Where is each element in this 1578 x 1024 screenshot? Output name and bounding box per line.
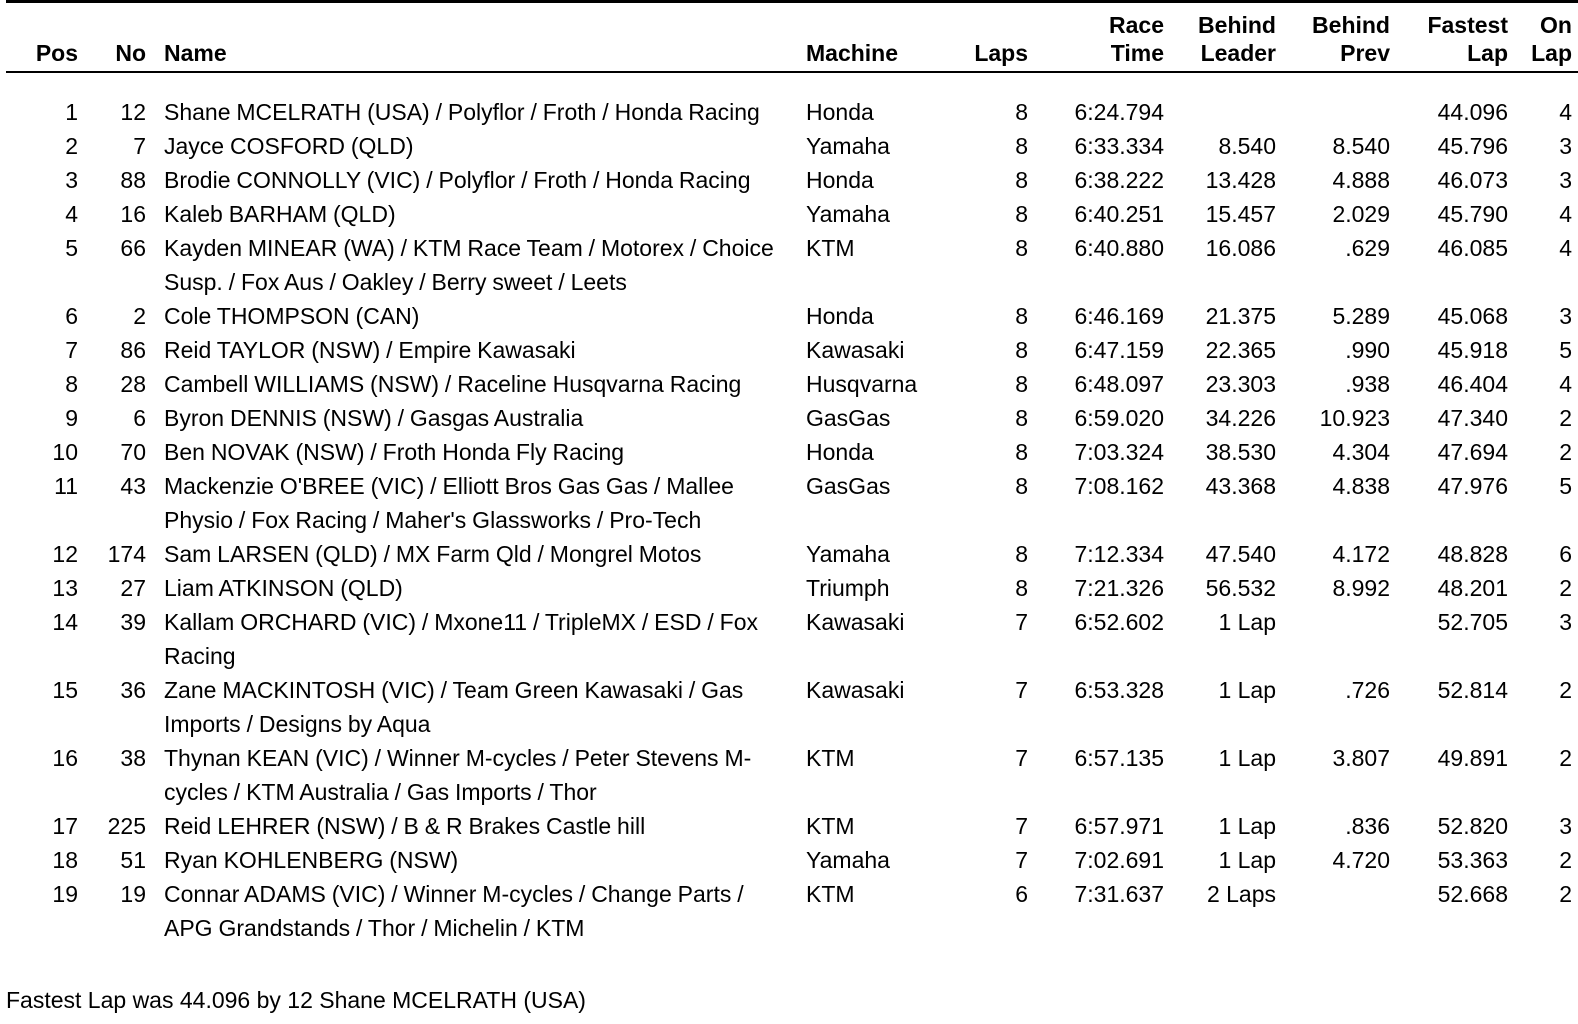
- cell-race-time: 6:48.097: [1074, 371, 1164, 397]
- cell-pos: 7: [65, 337, 78, 363]
- cell-pos: 10: [52, 439, 78, 465]
- cell-no: 28: [120, 371, 146, 397]
- cell-race-time: 6:24.794: [1074, 99, 1164, 125]
- column-header-no-label: No: [115, 39, 146, 66]
- cell-on-lap: 2: [1559, 439, 1572, 465]
- cell-race-time: 7:08.162: [1074, 473, 1164, 499]
- column-header-laps-label: Laps: [974, 39, 1028, 66]
- cell-behind-leader: 21.375: [1205, 303, 1276, 329]
- cell-race-time: 7:21.326: [1074, 575, 1164, 601]
- table-row: [6, 367, 1578, 401]
- cell-no: 7: [133, 133, 146, 159]
- column-header-race-time-label: Time: [1110, 39, 1164, 66]
- cell-pos: 19: [52, 881, 78, 907]
- cell-no: 39: [120, 609, 146, 635]
- column-header-race-time: [1044, 2, 1168, 73]
- cell-race-time: 6:46.169: [1074, 303, 1164, 329]
- cell-name: Jayce COSFORD (QLD): [164, 133, 414, 159]
- cell-race-time: 6:33.334: [1074, 133, 1164, 159]
- cell-no: 66: [120, 235, 146, 261]
- cell-laps: 8: [1015, 133, 1028, 159]
- cell-name: Ben NOVAK (NSW) / Froth Honda Fly Racing: [164, 439, 625, 465]
- cell-on-lap: 4: [1559, 201, 1572, 227]
- table-row: [6, 809, 1578, 843]
- cell-pos: 6: [65, 303, 78, 329]
- cell-behind-prev: 2.029: [1332, 201, 1390, 227]
- header-spacer: [6, 72, 1578, 95]
- cell-laps: 8: [1015, 473, 1028, 499]
- cell-behind-prev: 4.172: [1332, 541, 1390, 567]
- cell-machine: Kawasaki: [806, 609, 905, 635]
- cell-laps: 7: [1015, 745, 1028, 771]
- cell-behind-leader: 38.530: [1205, 439, 1276, 465]
- cell-pos: 4: [65, 201, 78, 227]
- table-row: [6, 231, 1578, 299]
- cell-name: Cole THOMPSON (CAN): [164, 303, 420, 329]
- cell-no: 51: [120, 847, 146, 873]
- column-header-race-time-top: Race: [1109, 11, 1164, 38]
- cell-fastest-lap: 45.790: [1437, 201, 1508, 227]
- cell-behind-prev: [1282, 605, 1398, 673]
- cell-laps: 7: [1015, 677, 1028, 703]
- cell-laps: 7: [1015, 813, 1028, 839]
- cell-name: Reid LEHRER (NSW) / B & R Brakes Castle hill: [164, 813, 646, 839]
- cell-no: 225: [107, 813, 146, 839]
- cell-on-lap: 4: [1559, 99, 1572, 125]
- cell-on-lap: 3: [1559, 167, 1572, 193]
- cell-name: Shane MCELRATH (USA) / Polyflor / Froth / Honda Racing: [164, 99, 760, 125]
- cell-pos: 11: [54, 473, 78, 499]
- column-header-behind-leader: [1168, 2, 1282, 73]
- cell-machine: Honda: [806, 439, 874, 465]
- cell-behind-leader: 1 Lap: [1218, 847, 1276, 873]
- cell-name: Mackenzie O'BREE (VIC) / Elliott Bros Gas Gas / Mallee Physio / Fox Racing / Maher's Glassworks / Pro-Tech: [164, 473, 734, 533]
- cell-pos: 8: [65, 371, 78, 397]
- cell-pos: 16: [52, 745, 78, 771]
- table-row: [6, 401, 1578, 435]
- column-header-on-lap-top: On: [1540, 11, 1572, 38]
- cell-machine: KTM: [806, 745, 855, 771]
- cell-laps: 8: [1015, 371, 1028, 397]
- cell-machine: Kawasaki: [806, 677, 905, 703]
- cell-no: 174: [107, 541, 146, 567]
- cell-no: 12: [120, 99, 146, 125]
- cell-race-time: 7:03.324: [1074, 439, 1164, 465]
- cell-race-time: 6:57.971: [1074, 813, 1164, 839]
- cell-behind-leader: 8.540: [1218, 133, 1276, 159]
- cell-pos: 13: [52, 575, 78, 601]
- cell-no: 6: [133, 405, 146, 431]
- cell-no: 2: [133, 303, 146, 329]
- cell-laps: 8: [1015, 235, 1028, 261]
- cell-name: Cambell WILLIAMS (NSW) / Raceline Husqvarna Racing: [164, 371, 742, 397]
- column-header-fastest-lap-top: Fastest: [1427, 11, 1508, 38]
- cell-pos: 2: [65, 133, 78, 159]
- cell-behind-leader: [1168, 95, 1282, 129]
- cell-fastest-lap: 45.796: [1437, 133, 1508, 159]
- cell-fastest-lap: 45.068: [1437, 303, 1508, 329]
- cell-name: Sam LARSEN (QLD) / MX Farm Qld / Mongrel Motos: [164, 541, 702, 567]
- cell-no: 16: [120, 201, 146, 227]
- cell-fastest-lap: 53.363: [1437, 847, 1508, 873]
- cell-machine: Honda: [806, 99, 874, 125]
- cell-laps: 8: [1015, 439, 1028, 465]
- table-row: [6, 605, 1578, 673]
- header-spacer-cell: [6, 72, 1578, 95]
- cell-fastest-lap: 46.404: [1437, 371, 1508, 397]
- cell-on-lap: 3: [1559, 133, 1572, 159]
- cell-behind-prev: .990: [1345, 337, 1390, 363]
- cell-behind-leader: 47.540: [1205, 541, 1276, 567]
- cell-behind-leader: 1 Lap: [1218, 813, 1276, 839]
- cell-behind-leader: 56.532: [1205, 575, 1276, 601]
- column-header-behind-leader-top: Behind: [1198, 11, 1276, 38]
- column-header-fastest-lap: [1398, 2, 1516, 73]
- cell-name: Ryan KOHLENBERG (NSW): [164, 847, 459, 873]
- cell-machine: GasGas: [806, 473, 891, 499]
- table-body: [6, 72, 1578, 945]
- cell-race-time: 6:40.880: [1074, 235, 1164, 261]
- cell-fastest-lap: 44.096: [1437, 99, 1508, 125]
- cell-machine: Yamaha: [806, 541, 890, 567]
- column-header-pos-label: Pos: [35, 39, 78, 66]
- column-header-pos: [6, 2, 84, 73]
- cell-behind-leader: 1 Lap: [1218, 609, 1276, 635]
- race-results-table: [6, 0, 1578, 945]
- column-header-on-lap: [1516, 2, 1578, 73]
- cell-name: Kayden MINEAR (WA) / KTM Race Team / Motorex / Choice Susp. / Fox Aus / Oakley / Berry sweet / Leets: [164, 235, 774, 295]
- cell-laps: 8: [1015, 167, 1028, 193]
- cell-fastest-lap: 52.668: [1437, 881, 1508, 907]
- column-header-no: [84, 2, 156, 73]
- cell-fastest-lap: 52.814: [1437, 677, 1508, 703]
- cell-behind-leader: 15.457: [1205, 201, 1276, 227]
- cell-behind-leader: 2 Laps: [1206, 881, 1276, 907]
- table-row: [6, 469, 1578, 537]
- cell-behind-prev: 4.720: [1332, 847, 1390, 873]
- cell-name: Reid TAYLOR (NSW) / Empire Kawasaki: [164, 337, 576, 363]
- cell-on-lap: 2: [1559, 405, 1572, 431]
- cell-on-lap: 2: [1559, 575, 1572, 601]
- cell-name: Connar ADAMS (VIC) / Winner M-cycles / Change Parts / APG Grandstands / Thor / Michelin / KTM: [164, 881, 744, 941]
- cell-machine: Honda: [806, 167, 874, 193]
- cell-fastest-lap: 49.891: [1437, 745, 1508, 771]
- cell-on-lap: 4: [1559, 371, 1572, 397]
- cell-behind-prev: .938: [1345, 371, 1390, 397]
- cell-race-time: 7:02.691: [1074, 847, 1164, 873]
- cell-machine: Kawasaki: [806, 337, 905, 363]
- cell-behind-prev: 3.807: [1332, 745, 1390, 771]
- cell-behind-leader: 1 Lap: [1218, 677, 1276, 703]
- cell-on-lap: 5: [1559, 337, 1572, 363]
- cell-pos: 5: [65, 235, 78, 261]
- column-header-name: [156, 2, 796, 73]
- cell-machine: KTM: [806, 813, 855, 839]
- column-header-laps: [944, 2, 1044, 73]
- cell-no: 36: [120, 677, 146, 703]
- column-header-behind-prev: [1282, 2, 1398, 73]
- column-header-machine-label: Machine: [806, 39, 899, 66]
- cell-behind-prev: 10.923: [1319, 405, 1390, 431]
- cell-name: Liam ATKINSON (QLD): [164, 575, 403, 601]
- cell-pos: 9: [65, 405, 78, 431]
- cell-on-lap: 3: [1559, 609, 1572, 635]
- header-row: [6, 2, 1578, 73]
- cell-machine: Yamaha: [806, 201, 890, 227]
- column-header-behind-prev-top: Behind: [1312, 11, 1390, 38]
- cell-machine: GasGas: [806, 405, 891, 431]
- cell-behind-leader: 34.226: [1205, 405, 1276, 431]
- table-row: [6, 163, 1578, 197]
- cell-behind-leader: 16.086: [1205, 235, 1276, 261]
- cell-on-lap: 2: [1559, 745, 1572, 771]
- cell-laps: 8: [1015, 201, 1028, 227]
- cell-laps: 7: [1015, 847, 1028, 873]
- cell-fastest-lap: 47.340: [1437, 405, 1508, 431]
- cell-fastest-lap: 47.694: [1437, 439, 1508, 465]
- cell-race-time: 6:38.222: [1074, 167, 1164, 193]
- cell-behind-prev: 8.540: [1332, 133, 1390, 159]
- column-header-machine: [796, 2, 944, 73]
- cell-fastest-lap: 52.705: [1437, 609, 1508, 635]
- table-row: [6, 95, 1578, 129]
- cell-no: 70: [120, 439, 146, 465]
- cell-machine: KTM: [806, 235, 855, 261]
- column-header-behind-prev-label: Prev: [1340, 39, 1390, 66]
- cell-laps: 8: [1015, 541, 1028, 567]
- column-header-behind-leader-label: Leader: [1200, 39, 1276, 66]
- cell-pos: 1: [65, 99, 78, 125]
- cell-behind-prev: .726: [1345, 677, 1390, 703]
- cell-pos: 3: [65, 167, 78, 193]
- cell-laps: 7: [1015, 609, 1028, 635]
- cell-behind-prev: [1282, 877, 1398, 945]
- cell-no: 86: [120, 337, 146, 363]
- cell-fastest-lap: 46.085: [1437, 235, 1508, 261]
- column-header-name-label: Name: [164, 39, 227, 66]
- cell-on-lap: 2: [1559, 677, 1572, 703]
- cell-machine: Husqvarna: [806, 371, 918, 397]
- table-row: [6, 197, 1578, 231]
- cell-name: Kallam ORCHARD (VIC) / Mxone11 / TripleMX / ESD / Fox Racing: [164, 609, 758, 669]
- cell-machine: Triumph: [806, 575, 890, 601]
- column-header-on-lap-label: Lap: [1531, 39, 1572, 66]
- cell-no: 38: [120, 745, 146, 771]
- cell-behind-prev: 4.838: [1332, 473, 1390, 499]
- cell-behind-leader: 22.365: [1205, 337, 1276, 363]
- cell-name: Kaleb BARHAM (QLD): [164, 201, 396, 227]
- cell-behind-leader: 13.428: [1205, 167, 1276, 193]
- cell-behind-leader: 23.303: [1205, 371, 1276, 397]
- cell-no: 27: [120, 575, 146, 601]
- cell-laps: 8: [1015, 303, 1028, 329]
- cell-name: Byron DENNIS (NSW) / Gasgas Australia: [164, 405, 584, 431]
- cell-on-lap: 4: [1559, 235, 1572, 261]
- cell-on-lap: 6: [1559, 541, 1572, 567]
- cell-behind-prev: .629: [1345, 235, 1390, 261]
- cell-behind-leader: 1 Lap: [1218, 745, 1276, 771]
- cell-no: 88: [120, 167, 146, 193]
- cell-on-lap: 2: [1559, 847, 1572, 873]
- table-row: [6, 741, 1578, 809]
- table-row: [6, 299, 1578, 333]
- cell-fastest-lap: 46.073: [1437, 167, 1508, 193]
- cell-behind-prev: .836: [1345, 813, 1390, 839]
- cell-race-time: 6:59.020: [1074, 405, 1164, 431]
- table-row: [6, 673, 1578, 741]
- cell-race-time: 6:57.135: [1074, 745, 1164, 771]
- cell-pos: 15: [52, 677, 78, 703]
- table-header: [6, 2, 1578, 73]
- table-row: [6, 129, 1578, 163]
- table-row: [6, 877, 1578, 945]
- cell-race-time: 6:52.602: [1074, 609, 1164, 635]
- cell-machine: Yamaha: [806, 133, 890, 159]
- cell-pos: 18: [52, 847, 78, 873]
- cell-laps: 8: [1015, 405, 1028, 431]
- cell-pos: 12: [52, 541, 78, 567]
- column-header-fastest-lap-label: Lap: [1467, 39, 1508, 66]
- cell-behind-prev: 5.289: [1332, 303, 1390, 329]
- cell-fastest-lap: 45.918: [1437, 337, 1508, 363]
- cell-fastest-lap: 52.820: [1437, 813, 1508, 839]
- cell-on-lap: 3: [1559, 303, 1572, 329]
- cell-behind-prev: 4.888: [1332, 167, 1390, 193]
- cell-behind-prev: 4.304: [1332, 439, 1390, 465]
- cell-machine: Honda: [806, 303, 874, 329]
- cell-race-time: 6:47.159: [1074, 337, 1164, 363]
- cell-behind-prev: 8.992: [1332, 575, 1390, 601]
- cell-machine: KTM: [806, 881, 855, 907]
- cell-laps: 6: [1015, 881, 1028, 907]
- cell-name: Zane MACKINTOSH (VIC) / Team Green Kawasaki / Gas Imports / Designs by Aqua: [164, 677, 744, 737]
- cell-name: Brodie CONNOLLY (VIC) / Polyflor / Froth / Honda Racing: [164, 167, 751, 193]
- table-row: [6, 843, 1578, 877]
- fastest-lap-footnote: Fastest Lap was 44.096 by 12 Shane MCELRATH (USA): [6, 987, 586, 1013]
- cell-behind-prev: [1282, 95, 1398, 129]
- cell-race-time: 7:31.637: [1074, 881, 1164, 907]
- cell-fastest-lap: 48.201: [1437, 575, 1508, 601]
- cell-on-lap: 2: [1559, 881, 1572, 907]
- table-row: [6, 333, 1578, 367]
- cell-on-lap: 3: [1559, 813, 1572, 839]
- table-row: [6, 435, 1578, 469]
- table-row: [6, 537, 1578, 571]
- cell-behind-leader: 43.368: [1205, 473, 1276, 499]
- cell-on-lap: 5: [1559, 473, 1572, 499]
- cell-pos: 14: [52, 609, 78, 635]
- cell-no: 19: [120, 881, 146, 907]
- cell-fastest-lap: 47.976: [1437, 473, 1508, 499]
- cell-laps: 8: [1015, 99, 1028, 125]
- cell-laps: 8: [1015, 575, 1028, 601]
- cell-name: Thynan KEAN (VIC) / Winner M-cycles / Peter Stevens M-cycles / KTM Australia / Gas Imports / Thor: [164, 745, 752, 805]
- cell-no: 43: [120, 473, 146, 499]
- cell-pos: 17: [52, 813, 78, 839]
- cell-race-time: 7:12.334: [1074, 541, 1164, 567]
- cell-race-time: 6:40.251: [1074, 201, 1164, 227]
- table-row: [6, 571, 1578, 605]
- cell-laps: 8: [1015, 337, 1028, 363]
- cell-machine: Yamaha: [806, 847, 890, 873]
- cell-race-time: 6:53.328: [1074, 677, 1164, 703]
- cell-fastest-lap: 48.828: [1437, 541, 1508, 567]
